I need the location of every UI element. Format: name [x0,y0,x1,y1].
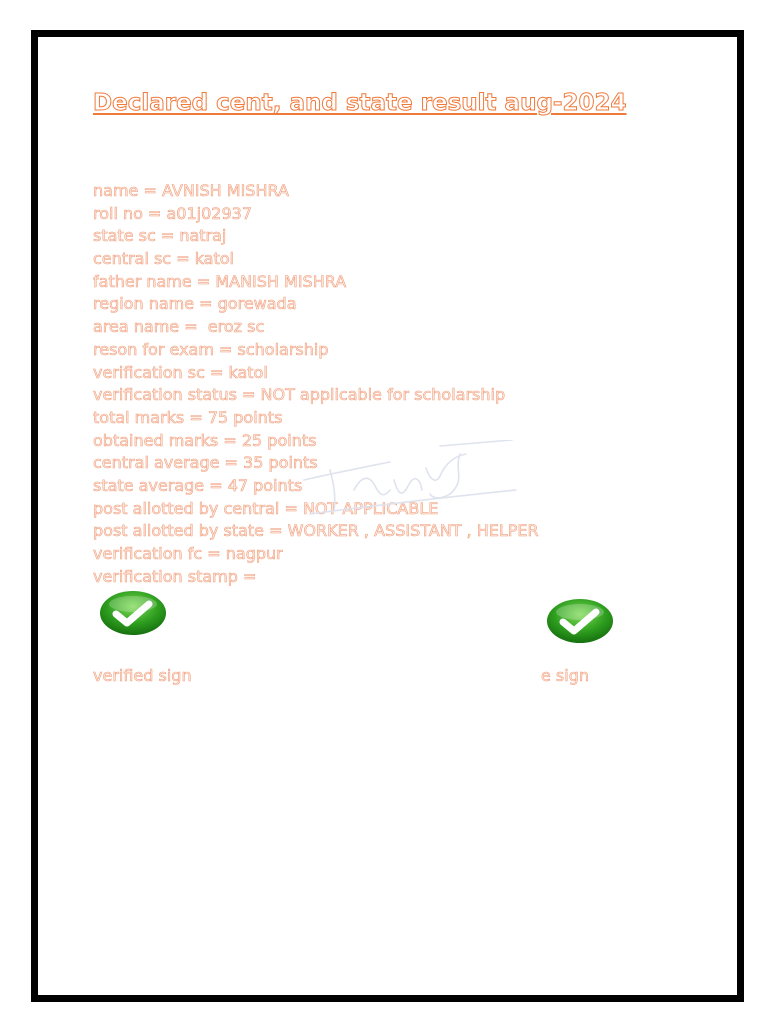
field-label: state average [93,475,205,495]
field-row: post allotted by state = WORKER , ASSISTANT , HELPER [93,521,539,541]
field-value: NOT APPLICABLE [302,498,439,518]
field-value: NOT applicable for scholarship [260,385,506,405]
field-label: name [93,181,139,200]
field-value: 25 points [241,430,317,450]
field-label: obtained marks [93,430,219,450]
field-label: verification status [93,385,237,405]
field-row: verification stamp = [93,566,262,586]
field-row: post allotted by central = NOT APPLICABLE [93,498,439,518]
field-label: verification sc [93,362,205,382]
field-row: state average = 47 points [93,475,303,495]
field-value: natraj [179,226,227,246]
field-label: total marks [93,407,185,427]
field-label: father name [93,271,192,291]
field-row: father name = MANISH MISHRA [93,271,347,291]
field-row: roll no = a01j02937 [93,203,253,223]
green-check-icon [99,590,167,636]
field-value: a01j02937 [166,203,253,223]
field-label: post allotted by central [93,498,280,518]
field-label: region name [93,294,195,314]
field-value: nagpur [225,544,283,563]
field-value: scholarship [237,339,329,359]
field-value: WORKER , ASSISTANT , HELPER [287,521,539,541]
field-label: post allotted by state [93,521,264,541]
field-row: obtained marks = 25 points [93,430,317,450]
field-label: verification fc [93,544,203,563]
field-row: central average = 35 points [93,453,318,473]
field-label: reson for exam [93,339,214,359]
field-value: 35 points [243,453,318,473]
field-value: eroz sc [202,317,265,337]
field-label: roll no [93,203,143,223]
field-row: region name = gorewada [93,294,297,314]
field-row: verification status = NOT applicable for scholarship [93,385,506,405]
document-title: Declared cent, and state result aug-2024 [93,90,627,116]
field-row: area name = eroz sc [93,317,265,337]
handwritten-signature [290,440,530,530]
field-value: katol [194,249,234,269]
field-value: 75 points [207,407,283,427]
field-value: AVNISH MISHRA [161,181,289,200]
field-label: central average [93,453,220,473]
field-label: area name [93,317,180,337]
field-value: gorewada [217,294,297,314]
field-row: total marks = 75 points [93,407,283,427]
field-row: reson for exam = scholarship [93,339,329,359]
verified-sign-label: verified sign [93,666,192,685]
field-row: central sc = katol [93,249,234,269]
e-sign-label: e sign [541,666,590,685]
field-row: state sc = natraj [93,226,227,246]
field-row: verification fc = nagpur [93,544,283,563]
field-value: 47 points [227,475,303,495]
field-label: state sc [93,226,156,246]
field-row: verification sc = katol [93,362,268,382]
field-label: verification stamp [93,566,238,586]
field-value: MANISH MISHRA [215,271,347,291]
green-check-icon [546,598,614,644]
field-label: central sc [93,249,172,269]
field-value: katol [228,362,268,382]
field-row: name = AVNISH MISHRA [93,181,289,200]
